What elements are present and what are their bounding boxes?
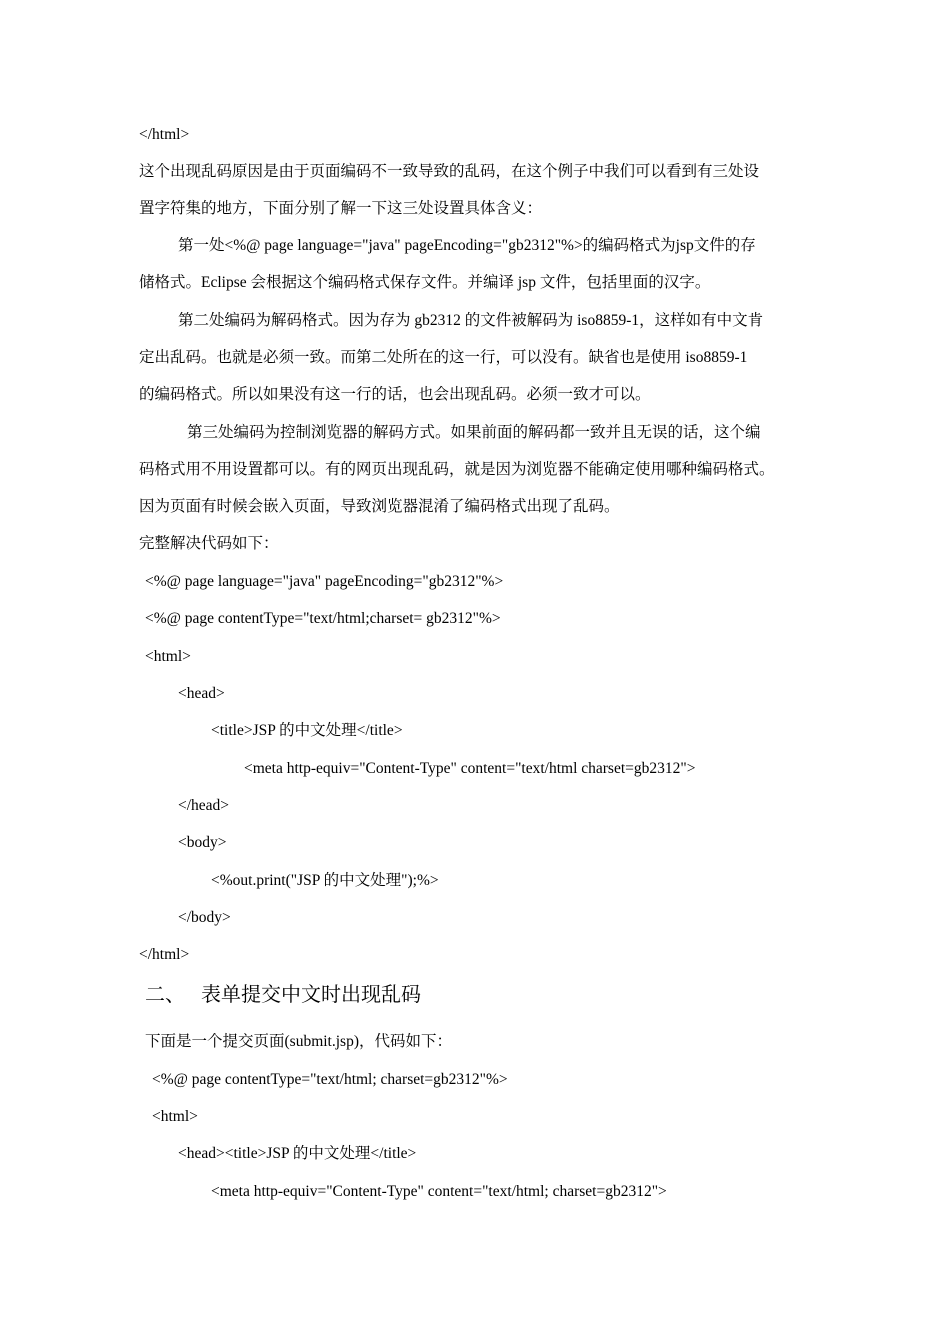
code-line: <html>: [152, 1108, 198, 1125]
paragraph-line: 这个出现乱码原因是由于页面编码不一致导致的乱码，在这个例子中我们可以看到有三处设: [139, 163, 760, 180]
paragraph-line: 定出乱码。也就是必须一致。而第二处所在的这一行，可以没有。缺省也是使用 iso8859-1: [139, 349, 748, 366]
section-title: 表单提交中文时出现乱码: [201, 984, 421, 1006]
code-line: <body>: [178, 834, 227, 851]
paragraph-line: 第二处编码为解码格式。因为存为 gb2312 的文件被解码为 iso8859-1，这样如有中文肯: [178, 312, 764, 329]
code-line: <head><title>JSP 的中文处理</title>: [178, 1145, 417, 1162]
paragraph-line: 因为页面有时候会嵌入页面，导致浏览器混淆了编码格式出现了乱码。: [139, 498, 620, 515]
paragraph-line: 的编码格式。所以如果没有这一行的话，也会出现乱码。必须一致才可以。: [139, 386, 651, 403]
paragraph-line: 置字符集的地方，下面分别了解一下这三处设置具体含义：: [139, 200, 543, 217]
code-line: <head>: [178, 685, 225, 702]
code-line: </head>: [178, 797, 230, 814]
submit-intro: 下面是一个提交页面(submit.jsp)，代码如下：: [145, 1033, 452, 1050]
code-line: <meta http-equiv="Content-Type" content="text/html; charset=gb2312">: [211, 1183, 667, 1200]
paragraph-line: 第三处编码为控制浏览器的解码方式。如果前面的解码都一致并且无误的话，这个编: [187, 424, 761, 441]
code-line: <meta http-equiv="Content-Type" content="text/html charset=gb2312">: [244, 760, 696, 777]
code-line: <title>JSP 的中文处理</title>: [211, 722, 403, 739]
code-line: <%@ page contentType="text/html; charset=gb2312"%>: [152, 1071, 508, 1088]
code-line: <html>: [145, 648, 191, 665]
paragraph-line: 储格式。Eclipse 会根据这个编码格式保存文件。并编译 jsp 文件，包括里面的汉字。: [139, 274, 711, 291]
section-number: 二、: [145, 984, 185, 1006]
code-line: <%@ page contentType="text/html;charset= gb2312"%>: [145, 610, 501, 627]
code-line-html-close: </html>: [139, 126, 190, 143]
code-line: </html>: [139, 946, 190, 963]
paragraph-line: 第一处<%@ page language="java" pageEncoding="gb2312"%>的编码格式为jsp文件的存: [178, 237, 756, 254]
solution-intro: 完整解决代码如下：: [139, 535, 279, 552]
code-line: </body>: [178, 909, 231, 926]
paragraph-line: 码格式用不用设置都可以。有的网页出现乱码，就是因为浏览器不能确定使用哪种编码格式。: [139, 461, 775, 478]
code-line: <%@ page language="java" pageEncoding="gb2312"%>: [145, 573, 504, 590]
section-heading: [145, 982, 421, 1008]
code-line: <%out.print("JSP 的中文处理");%>: [211, 872, 439, 889]
